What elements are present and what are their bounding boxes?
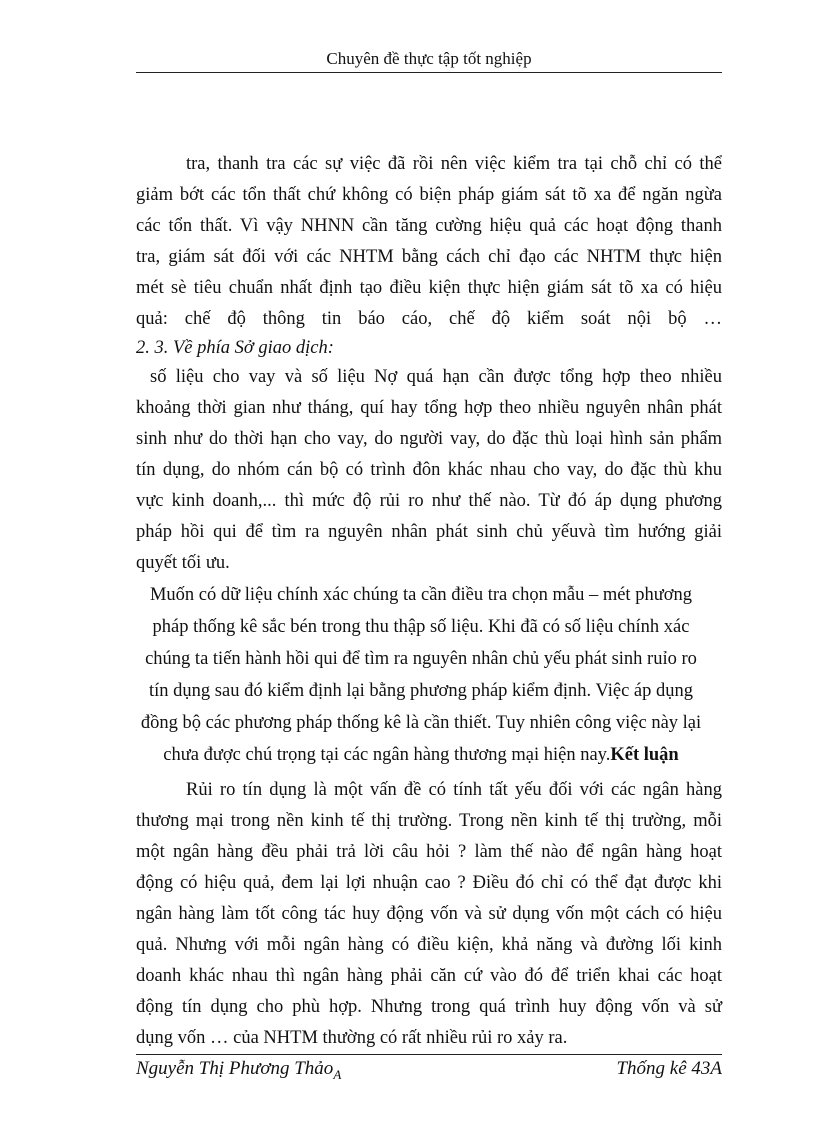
text-run: chưa được chú trọng tại các ngân hàng thương mại hiện nay. <box>163 745 611 765</box>
text-line: quả. Nhưng với mỗi ngân hàng có điều kiện, khả năng và đường lối kinh <box>136 935 722 955</box>
text-line: động có hiệu quả, đem lại lợi nhuận cao ? Điều đó chỉ có thể đạt được khi <box>136 873 722 893</box>
text-line: một ngân hàng đều phải trả lời câu hỏi ? làm thế nào để ngân hàng hoạt <box>136 842 722 862</box>
text-line: tra, thanh tra các sự việc đã rồi nên việc kiểm tra tại chỗ chỉ có thể <box>186 154 722 174</box>
text-line: vực kinh doanh,... thì mức độ rủi ro như thế nào. Từ đó áp dụng phương <box>136 491 722 511</box>
text-line: giảm bớt các tổn thất chứ không có biện pháp giám sát tõ xa để ngăn ngừa <box>136 185 722 205</box>
text-line: dụng vốn … của NHTM thường có rất nhiều rủi ro xảy ra. <box>136 1028 568 1048</box>
text-line: mét sè tiêu chuẩn nhất định tạo điều kiện thực hiện giám sát tõ xa có hiệu <box>136 278 722 298</box>
text-line: doanh khác nhau thì ngân hàng phải căn cứ vào đó để triển khai các hoạt <box>136 966 722 986</box>
text-line: số liệu cho vay và số liệu Nợ quá hạn cần được tổng hợp theo nhiều <box>150 367 722 387</box>
footer-class: Thống kê 43A <box>616 1058 722 1079</box>
author-subscript: A <box>333 1066 342 1082</box>
footer-divider <box>136 1054 722 1055</box>
text-line: đồng bộ các phương pháp thống kê là cần thiết. Tuy nhiên công việc này lại <box>140 713 702 733</box>
conclusion-heading: Kết luận <box>610 745 679 765</box>
text-line: ngân hàng làm tốt công tác huy động vốn và sử dụng vốn một cách có hiệu <box>136 904 722 924</box>
text-line: khoảng thời gian như tháng, quí hay tổng hợp theo nhiều nguyên nhân phát <box>136 398 722 418</box>
footer-author <box>136 1057 341 1087</box>
text-line: thương mại trong nền kinh tế thị trường. Trong nền kinh tế thị trường, mỗi <box>136 811 722 831</box>
text-line: tín dụng, do nhóm cán bộ có trình đôn khác nhau cho vay, do đặc thù khu <box>136 460 722 480</box>
text-line: động tín dụng cho phù hợp. Nhưng trong quá trình huy động vốn và sử <box>136 997 722 1017</box>
section-heading: 2. 3. Về phía Sở giao dịch: <box>136 338 334 358</box>
header-divider <box>136 72 722 73</box>
text-line: pháp thống kê sắc bén trong thu thập số liệu. Khi đã có số liệu chính xác <box>152 617 690 637</box>
header-title: Chuyên đề thực tập tốt nghiệp <box>326 49 532 68</box>
text-line: Rủi ro tín dụng là một vấn đề có tính tất yếu đối với các ngân hàng <box>186 780 722 800</box>
text-line: tra, giám sát đối với các NHTM bằng cách chỉ đạo các NHTM thực hiện <box>136 247 722 267</box>
text-line <box>120 743 722 767</box>
text-line: pháp hồi qui để tìm ra nguyên nhân phát sinh chủ yếuvà tìm hướng giải <box>136 522 722 542</box>
author-name: Nguyễn Thị Phương Thảo <box>136 1058 334 1079</box>
text-line: chúng ta tiến hành hồi qui để tìm ra nguyên nhân chủ yếu phát sinh ruỉo ro <box>145 649 697 669</box>
text-line: Muốn có dữ liệu chính xác chúng ta cần điều tra chọn mẫu – mét phương <box>149 585 693 605</box>
text-line: sinh như do thời hạn cho vay, do người vay, do đặc thù loại hình sản phẩm <box>136 429 722 449</box>
text-line: quả: chế độ thông tin báo cáo, chế độ kiểm soát nội bộ … <box>136 309 722 329</box>
text-line: quyết tối ưu. <box>136 553 230 573</box>
text-line: tín dụng sau đó kiểm định lại bằng phương pháp kiểm định. Việc áp dụng <box>149 681 693 701</box>
text-line: các tổn thất. Vì vậy NHNN cần tăng cường hiệu quả các hoạt động thanh <box>136 216 722 236</box>
